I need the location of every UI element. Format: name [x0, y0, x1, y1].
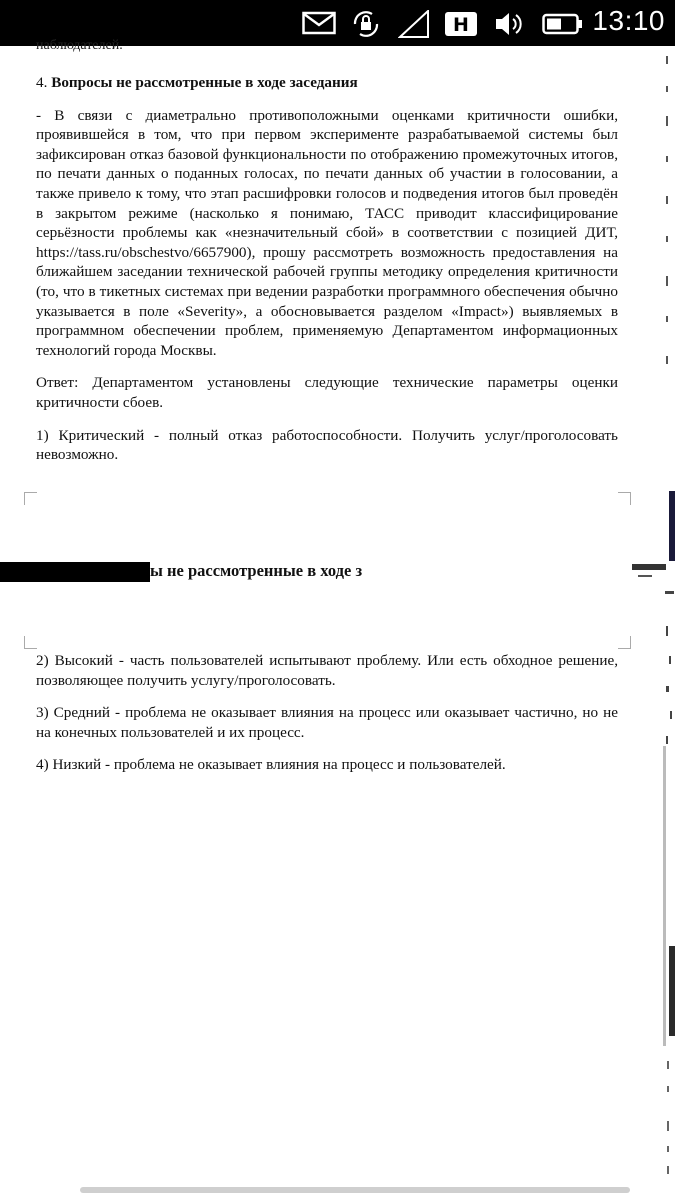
cut-off-text-line: наблюдателей.	[36, 38, 123, 53]
severity-item-2: 2) Высокий - часть пользователей испытывают проблему. Или есть обходное решение, позволяющее получить услугу/проголосовать.	[36, 652, 618, 689]
page-corner-mark	[618, 636, 631, 649]
horizontal-scrollbar[interactable]	[80, 1187, 630, 1193]
main-paragraph: - В связи с диаметрально противоположными оценками критичности ошибки, проявившейся в том, что при первом эксперименте разрабатываемой системы был зафиксирован отказ базовой функциональности по отображению промежуточных итогов, по печати данных о поданных голосах, по печати данных об участии в голосовании, а также привело к тому, что этап расшифровки голосов и подведения итогов был проведён в закрытом режиме (насколько я понимаю, ТАСС приводит классифицирование серьёзности проблемы как «незначительный сбой» в соответствии с позицией ДИТ, https://tass.ru/obschestvo/6657900), прошу рассмотреть возможность предоставления на ближайшем заседании технической рабочей группы методику определения критичности (то, что в тикетных системах при ведении разработки программного обеспечения обычно указывается в поле «Severity», а обосновывается разделом «Impact») выявляемых в программном обеспечении проблем, применяемую Департаментом информационных технологий города Москвы.	[36, 106, 618, 359]
document-page-2	[36, 651, 618, 775]
section-number: 4.	[36, 74, 48, 91]
envelope-icon	[302, 10, 336, 41]
severity-item-1: 1) Критический - полный отказ работоспособности. Получить услуг/проголосовать невозможно.	[36, 426, 618, 464]
section-title: Вопросы не рассмотренные в ходе заседания	[51, 74, 358, 91]
redaction-bar	[0, 562, 150, 582]
page-corner-mark	[24, 492, 37, 505]
page-corner-mark	[24, 636, 37, 649]
left-partial-fragment	[638, 575, 652, 577]
page-corner-mark	[618, 492, 631, 505]
left-partial-fragment	[632, 564, 666, 570]
answer-paragraph: Ответ: Департаментом установлены следующие технические параметры оценки критичности сбоев.	[36, 374, 618, 411]
network-badge-label: H	[453, 14, 469, 36]
redacted-heading-fragment: ы не рассмотренные в ходе з	[150, 561, 363, 580]
volume-icon	[494, 10, 524, 43]
section-heading	[36, 73, 618, 93]
rotation-lock-icon	[350, 10, 382, 43]
document-page-1	[36, 73, 618, 465]
clock-time: 13:10	[592, 5, 665, 36]
severity-item-3: 3) Средний - проблема не оказывает влияния на процесс или оказывает частично, но не на конечных пользователей и их процесс.	[36, 704, 618, 741]
signal-off-icon	[398, 10, 430, 43]
neighbor-page-edge	[663, 46, 675, 1186]
h-network-icon	[444, 10, 478, 43]
severity-item-4: 4) Низкий - проблема не оказывает влияния на процесс и пользователей.	[36, 756, 506, 774]
battery-icon	[542, 10, 584, 43]
